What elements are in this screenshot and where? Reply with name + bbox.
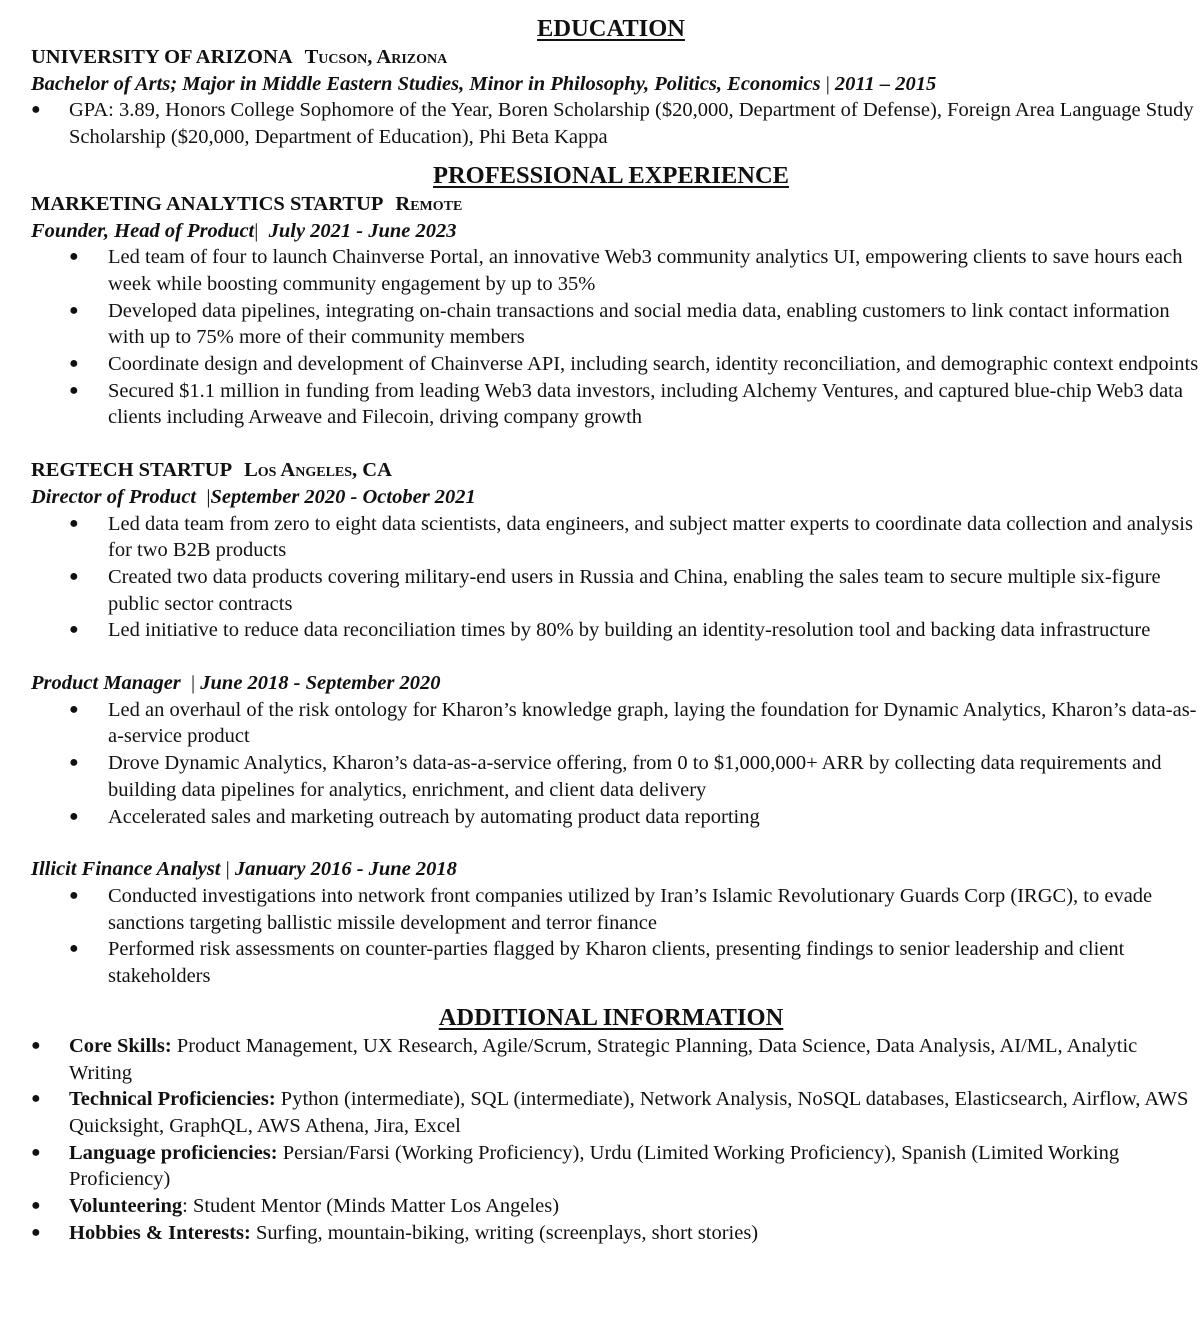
- job-entry: [31, 856, 1200, 990]
- bullet-icon: ●: [69, 807, 79, 825]
- list-item: [31, 697, 1200, 750]
- list-item: [31, 298, 1200, 351]
- list-item: [31, 1140, 1200, 1193]
- school-location: Tucson, Arizona: [304, 46, 448, 68]
- bullet-icon: ●: [69, 886, 79, 904]
- role-title: Director of Product: [31, 485, 197, 508]
- list-item: [31, 351, 1200, 378]
- degree-dates: 2011 – 2015: [834, 72, 937, 95]
- item-text: : Student Mentor (Minds Matter Los Angeles): [182, 1195, 560, 1218]
- org-name: REGTECH STARTUP: [31, 459, 233, 482]
- section-title-additional: ADDITIONAL INFORMATION: [438, 1003, 784, 1031]
- role-title: Illicit Finance Analyst: [31, 858, 221, 881]
- bullet-text: Drove Dynamic Analytics, Kharon’s data-as-a-service offering, from 0 to $1,000,000+ ARR by collecting data requirements and building data pipelines for analytics, enrichment, and client data delivery: [108, 752, 1162, 801]
- experience-section: [31, 161, 1200, 990]
- bullet-text: Led data team from zero to eight data scientists, data engineers, and subject matter experts to coordinate data collection and analysis for two B2B products: [108, 512, 1193, 562]
- school-name: UNIVERSITY OF ARIZONA: [31, 46, 293, 68]
- bullet-icon: ●: [69, 381, 79, 399]
- list-item: [31, 1033, 1200, 1086]
- item-label: Technical Proficiencies:: [69, 1088, 276, 1111]
- list-item: [31, 511, 1200, 564]
- list-item: [31, 617, 1200, 644]
- item-text: Persian/Farsi (Working Proficiency), Urdu (Limited Working Proficiency), Spanish (Limited Working Proficiency): [69, 1141, 1120, 1191]
- section-title-experience: PROFESSIONAL EXPERIENCE: [432, 161, 789, 189]
- separator: |: [206, 485, 211, 508]
- job-bullets: [31, 883, 1200, 990]
- list-item: [31, 244, 1200, 297]
- job-bullets: [31, 244, 1200, 431]
- bullet-icon: ●: [69, 301, 79, 319]
- separator: |: [254, 219, 259, 242]
- item-label: Volunteering: [69, 1195, 183, 1218]
- list-item: [31, 97, 1200, 150]
- job-entry: [31, 191, 1200, 431]
- separator: |: [225, 858, 230, 881]
- bullet-icon: ●: [69, 700, 79, 718]
- item-text: Surfing, mountain-biking, writing (screenplays, short stories): [250, 1221, 759, 1244]
- role-title: Founder, Head of Product: [31, 219, 255, 242]
- role-dates: June 2018 - September 2020: [200, 672, 441, 695]
- education-bullets: [31, 97, 1200, 150]
- bullet-text: Led initiative to reduce data reconciliation times by 80% by building an identity-resolution tool and backing data infrastructure: [108, 619, 1151, 642]
- job-entry: [31, 670, 1200, 830]
- item-text: Product Management, UX Research, Agile/Scrum, Strategic Planning, Data Science, Data Analysis, AI/ML, Analytic Writing: [69, 1034, 1138, 1084]
- list-item: [31, 1193, 1200, 1220]
- item-label: Core Skills:: [69, 1034, 172, 1057]
- role-title: Product Manager: [31, 672, 181, 695]
- bullet-icon: ●: [69, 514, 79, 532]
- list-item: [31, 883, 1200, 936]
- role-line: [31, 856, 1200, 883]
- bullet-text: Led an overhaul of the risk ontology for Kharon’s knowledge graph, laying the foundation for Dynamic Analytics, Kharon’s data-as-a-service product: [108, 698, 1197, 748]
- list-item: [31, 1086, 1200, 1139]
- list-item: [31, 564, 1200, 617]
- item-label: Hobbies & Interests:: [69, 1221, 251, 1244]
- section-title-education: EDUCATION: [537, 15, 685, 42]
- org-line: [31, 457, 1200, 484]
- bullet-icon: ●: [31, 1090, 41, 1108]
- job-bullets: [31, 511, 1200, 645]
- item-label: Language proficiencies:: [69, 1141, 278, 1164]
- bullet-text: Coordinate design and development of Chainverse API, including search, identity reconciliation, and demographic context endpoints: [108, 353, 1199, 376]
- degree-line: [31, 71, 1200, 98]
- bullet-icon: ●: [69, 567, 79, 585]
- additional-section: [31, 1003, 1200, 1247]
- bullet-text: Created two data products covering military-end users in Russia and China, enabling the sales team to secure multiple six-figure public sector contracts: [108, 565, 1161, 615]
- job-bullets: [31, 697, 1200, 831]
- list-item: [31, 936, 1200, 989]
- separator: |: [191, 672, 196, 695]
- bullet-icon: ●: [69, 754, 79, 772]
- bullet-icon: ●: [69, 355, 79, 373]
- org-location: Remote: [395, 192, 463, 215]
- bullet-icon: ●: [31, 1143, 41, 1161]
- bullet-text: Accelerated sales and marketing outreach by automating product data reporting: [108, 805, 760, 828]
- bullet-text: Developed data pipelines, integrating on-chain transactions and social media data, enabling customers to link contact information with up to 75% more of their community members: [108, 299, 1170, 349]
- role-line: [31, 218, 1200, 245]
- bullet-icon: ●: [69, 621, 79, 639]
- list-item: [31, 378, 1200, 431]
- degree: Bachelor of Arts; Major in Middle Eastern Studies, Minor in Philosophy, Politics, Economics: [31, 72, 821, 95]
- org-name: MARKETING ANALYTICS STARTUP: [31, 192, 384, 215]
- bullet-text: Conducted investigations into network front companies utilized by Iran’s Islamic Revolutionary Guards Corp (IRGC), to evade sanctions targeting ballistic missile development and terror finance: [108, 884, 1153, 934]
- org-line: [31, 191, 1200, 218]
- education-school-line: [31, 44, 1200, 71]
- bullet-icon: ●: [31, 1036, 41, 1054]
- role-dates: September 2020 - October 2021: [210, 485, 476, 508]
- bullet-icon: ●: [69, 248, 79, 266]
- role-line: [31, 670, 1200, 697]
- org-location: Los Angeles, CA: [244, 459, 392, 482]
- separator: |: [825, 72, 830, 95]
- bullet-icon: ●: [31, 1197, 41, 1215]
- bullet-text: Performed risk assessments on counter-parties flagged by Kharon clients, presenting findings to senior leadership and client stakeholders: [108, 938, 1125, 988]
- bullet-icon: ●: [69, 940, 79, 958]
- list-item: [31, 804, 1200, 831]
- role-dates: January 2016 - June 2018: [234, 858, 457, 881]
- bullet-text: Secured $1.1 million in funding from leading Web3 data investors, including Alchemy Ventures, and captured blue-chip Web3 data clients including Arweave and Filecoin, driving company growth: [108, 379, 1183, 429]
- role-line: [31, 484, 1200, 511]
- bullet-icon: ●: [31, 101, 41, 119]
- bullet-text: GPA: 3.89, Honors College Sophomore of the Year, Boren Scholarship ($20,000, Department of Defense), Foreign Area Language Study Scholarship ($20,000, Department of Education), Phi Beta Kappa: [69, 99, 1194, 149]
- list-item: [31, 1220, 1200, 1247]
- education-section: [31, 14, 1200, 151]
- bullet-icon: ●: [31, 1223, 41, 1241]
- bullet-text: Led team of four to launch Chainverse Portal, an innovative Web3 community analytics UI, empowering clients to save hours each week while boosting community engagement by up to 35%: [108, 246, 1183, 295]
- role-dates: July 2021 - June 2023: [268, 219, 457, 242]
- job-entry: [31, 457, 1200, 644]
- list-item: [31, 750, 1200, 803]
- additional-list: [31, 1033, 1200, 1247]
- item-text: Python (intermediate), SQL (intermediate), Network Analysis, NoSQL databases, Elasticsearch, Airflow, AWS Quicksight, GraphQL, AWS Athena, Jira, Excel: [69, 1088, 1189, 1137]
